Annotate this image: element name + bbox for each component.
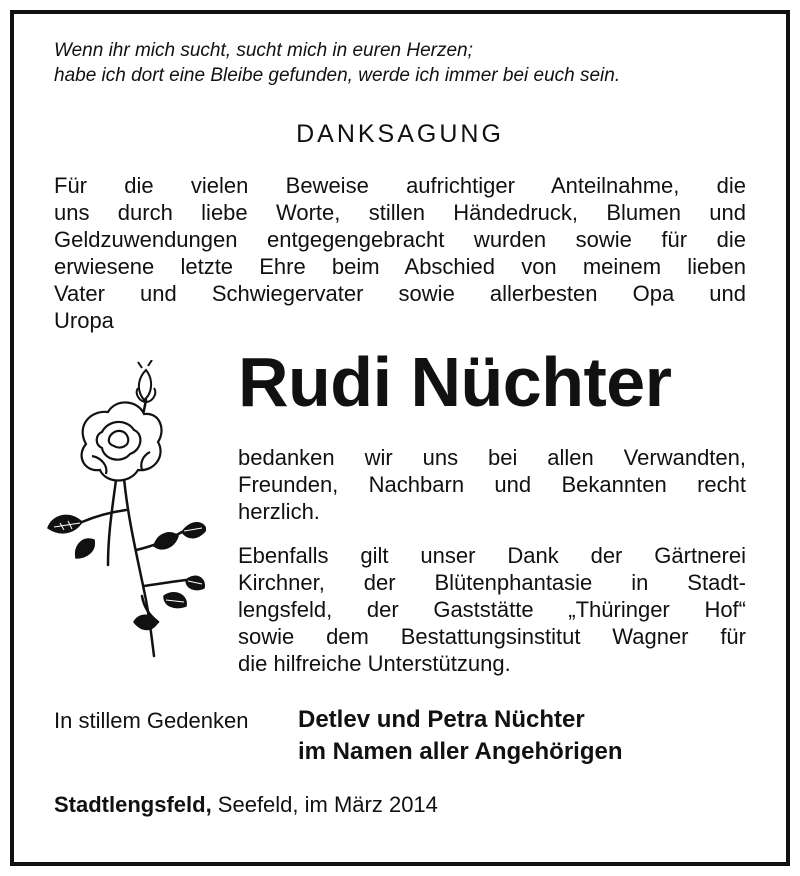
intro-line: Geldzuwendungen entgegengebracht wurden sowie für die: [54, 227, 746, 252]
thanks2-line: lengsfeld, der Gaststätte „Thüringer Hof“: [238, 597, 746, 622]
thanks2-line: Ebenfalls gilt unser Dank der Gärtnerei: [238, 543, 746, 568]
thanks2-line: die hilfreiche Unterstützung.: [238, 651, 511, 676]
thanks-paragraph: [238, 444, 746, 525]
thanks-line: Freunden, Nachbarn und Bekannten recht: [238, 472, 746, 497]
place-date: [54, 792, 438, 818]
thanks-line: herzlich.: [238, 499, 320, 524]
thanks2-line: Kirchner, der Blütenphantasie in Stadt-: [238, 570, 746, 595]
place-date-text: Seefeld, im März 2014: [211, 792, 438, 817]
deceased-name: Rudi Nüchter: [238, 343, 672, 421]
intro-line: Für die vielen Beweise aufrichtiger Anteilnahme, die: [54, 173, 746, 198]
signers-relatives: im Namen aller Angehörigen: [298, 738, 623, 765]
intro-line: uns durch liebe Worte, stillen Händedruck, Blumen und: [54, 200, 746, 225]
memorial-label: In stillem Gedenken: [54, 708, 249, 733]
additional-thanks-paragraph: [238, 542, 746, 677]
quote-line: habe ich dort eine Bleibe gefunden, werde ich immer bei euch sein.: [54, 65, 621, 86]
signers-names: Detlev und Petra Nüchter: [298, 706, 585, 733]
intro-paragraph: [54, 172, 746, 334]
thanks2-line: sowie dem Bestattungsinstitut Wagner für: [238, 624, 746, 649]
notice-heading: DANKSAGUNG: [296, 120, 504, 148]
memorial-quote: [54, 38, 620, 88]
thanks-line: bedanken wir uns bei allen Verwandten,: [238, 445, 746, 470]
intro-line: Vater und Schwiegervater sowie allerbesten Opa und: [54, 281, 746, 306]
place-town: Stadtlengsfeld,: [54, 792, 212, 817]
intro-line: erwiesene letzte Ehre beim Abschied von meinem lieben: [54, 254, 746, 279]
signers-block: [298, 704, 623, 768]
quote-line: Wenn ihr mich sucht, sucht mich in euren Herzen;: [54, 40, 473, 61]
rose-icon: [46, 360, 206, 660]
intro-line: Uropa: [54, 308, 114, 333]
